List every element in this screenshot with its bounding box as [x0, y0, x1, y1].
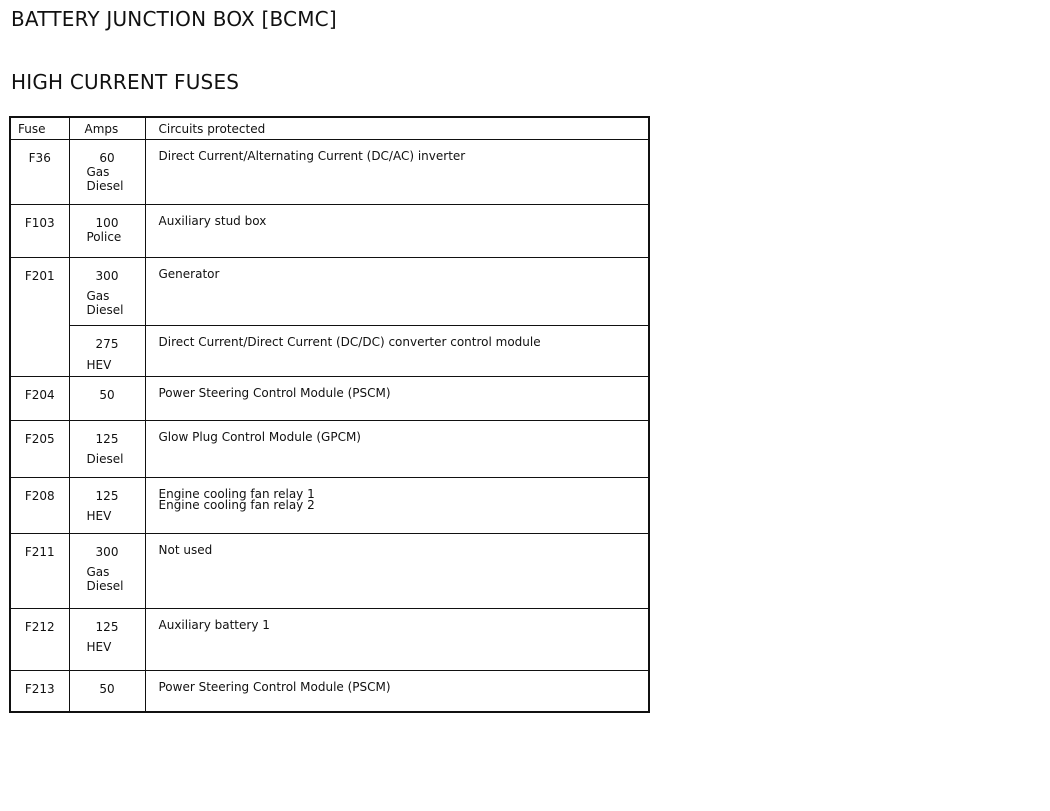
circuit-text: Auxiliary battery 1 [158, 617, 270, 632]
circuits-cell [145, 204, 649, 257]
circuit-text: Not used [158, 542, 213, 557]
amps-variant: Gas [86, 564, 110, 579]
circuit-text: Direct Current/Direct Current (DC/DC) converter control module [158, 334, 541, 349]
fuse-table [9, 116, 650, 713]
fuse-id: F211 [10, 533, 69, 608]
amps-variant: HEV [86, 357, 112, 372]
amps-cell [69, 376, 145, 420]
amps-variant: Diesel [86, 302, 124, 317]
amps-variant: Diesel [86, 451, 124, 466]
circuit-text: Engine cooling fan relay 2 [158, 497, 315, 512]
amps-variant: Police [86, 229, 122, 244]
amps-value: 275 [95, 336, 119, 351]
fuse-id: F208 [10, 477, 69, 533]
amps-cell [69, 257, 145, 325]
circuits-cell [145, 376, 649, 420]
table-row [10, 420, 649, 477]
table-row [10, 325, 649, 376]
amps-value: 300 [95, 268, 119, 283]
amps-value: 300 [95, 544, 119, 559]
circuit-text: Auxiliary stud box [158, 213, 267, 228]
amps-cell [69, 420, 145, 477]
circuit-text: Engine cooling fan relay 1 [158, 486, 315, 501]
circuit-text: Power Steering Control Module (PSCM) [158, 385, 391, 400]
circuits-cell [145, 670, 649, 712]
amps-cell [69, 139, 145, 204]
circuits-cell [145, 257, 649, 325]
circuits-cell [145, 608, 649, 670]
fuse-id: F36 [10, 139, 69, 204]
circuit-text: Glow Plug Control Module (GPCM) [158, 429, 361, 444]
amps-cell [69, 477, 145, 533]
page-title: BATTERY JUNCTION BOX [BCMC] [11, 7, 337, 31]
amps-cell [69, 204, 145, 257]
header-circuits: Circuits protected [145, 117, 649, 139]
section-title: HIGH CURRENT FUSES [11, 70, 240, 94]
fuse-id: F204 [10, 376, 69, 420]
amps-variant: Diesel [86, 178, 124, 193]
circuit-text: Generator [158, 266, 220, 281]
amps-cell [69, 325, 145, 376]
amps-value: 50 [99, 387, 115, 402]
amps-value: 125 [95, 488, 119, 503]
amps-variant: Gas [86, 164, 110, 179]
amps-cell [69, 670, 145, 712]
amps-value: 50 [99, 681, 115, 696]
table-header-row [10, 117, 649, 139]
circuits-cell [145, 420, 649, 477]
table-row [10, 204, 649, 257]
amps-variant: Gas [86, 288, 110, 303]
circuit-text: Direct Current/Alternating Current (DC/AC) inverter [158, 148, 466, 163]
fuse-id: F205 [10, 420, 69, 477]
table-row [10, 533, 649, 608]
amps-variant: HEV [86, 639, 112, 654]
amps-variant: HEV [86, 508, 112, 523]
table-row [10, 139, 649, 204]
fuse-id: F103 [10, 204, 69, 257]
table-row [10, 376, 649, 420]
circuits-cell [145, 533, 649, 608]
amps-value: 60 [99, 150, 115, 165]
amps-value: 125 [95, 431, 119, 446]
header-amps: Amps [69, 117, 145, 139]
amps-value: 100 [95, 215, 119, 230]
table-row [10, 257, 649, 325]
amps-cell [69, 608, 145, 670]
circuits-cell [145, 477, 649, 533]
circuits-cell [145, 139, 649, 204]
circuit-text: Power Steering Control Module (PSCM) [158, 679, 391, 694]
amps-variant: Diesel [86, 578, 124, 593]
fuse-id: F212 [10, 608, 69, 670]
fuse-id: F213 [10, 670, 69, 712]
table-row [10, 477, 649, 533]
header-fuse: Fuse [10, 117, 69, 139]
table-row [10, 670, 649, 712]
table-row [10, 608, 649, 670]
amps-cell [69, 533, 145, 608]
circuits-cell [145, 325, 649, 376]
amps-value: 125 [95, 619, 119, 634]
fuse-id: F201 [10, 257, 69, 376]
